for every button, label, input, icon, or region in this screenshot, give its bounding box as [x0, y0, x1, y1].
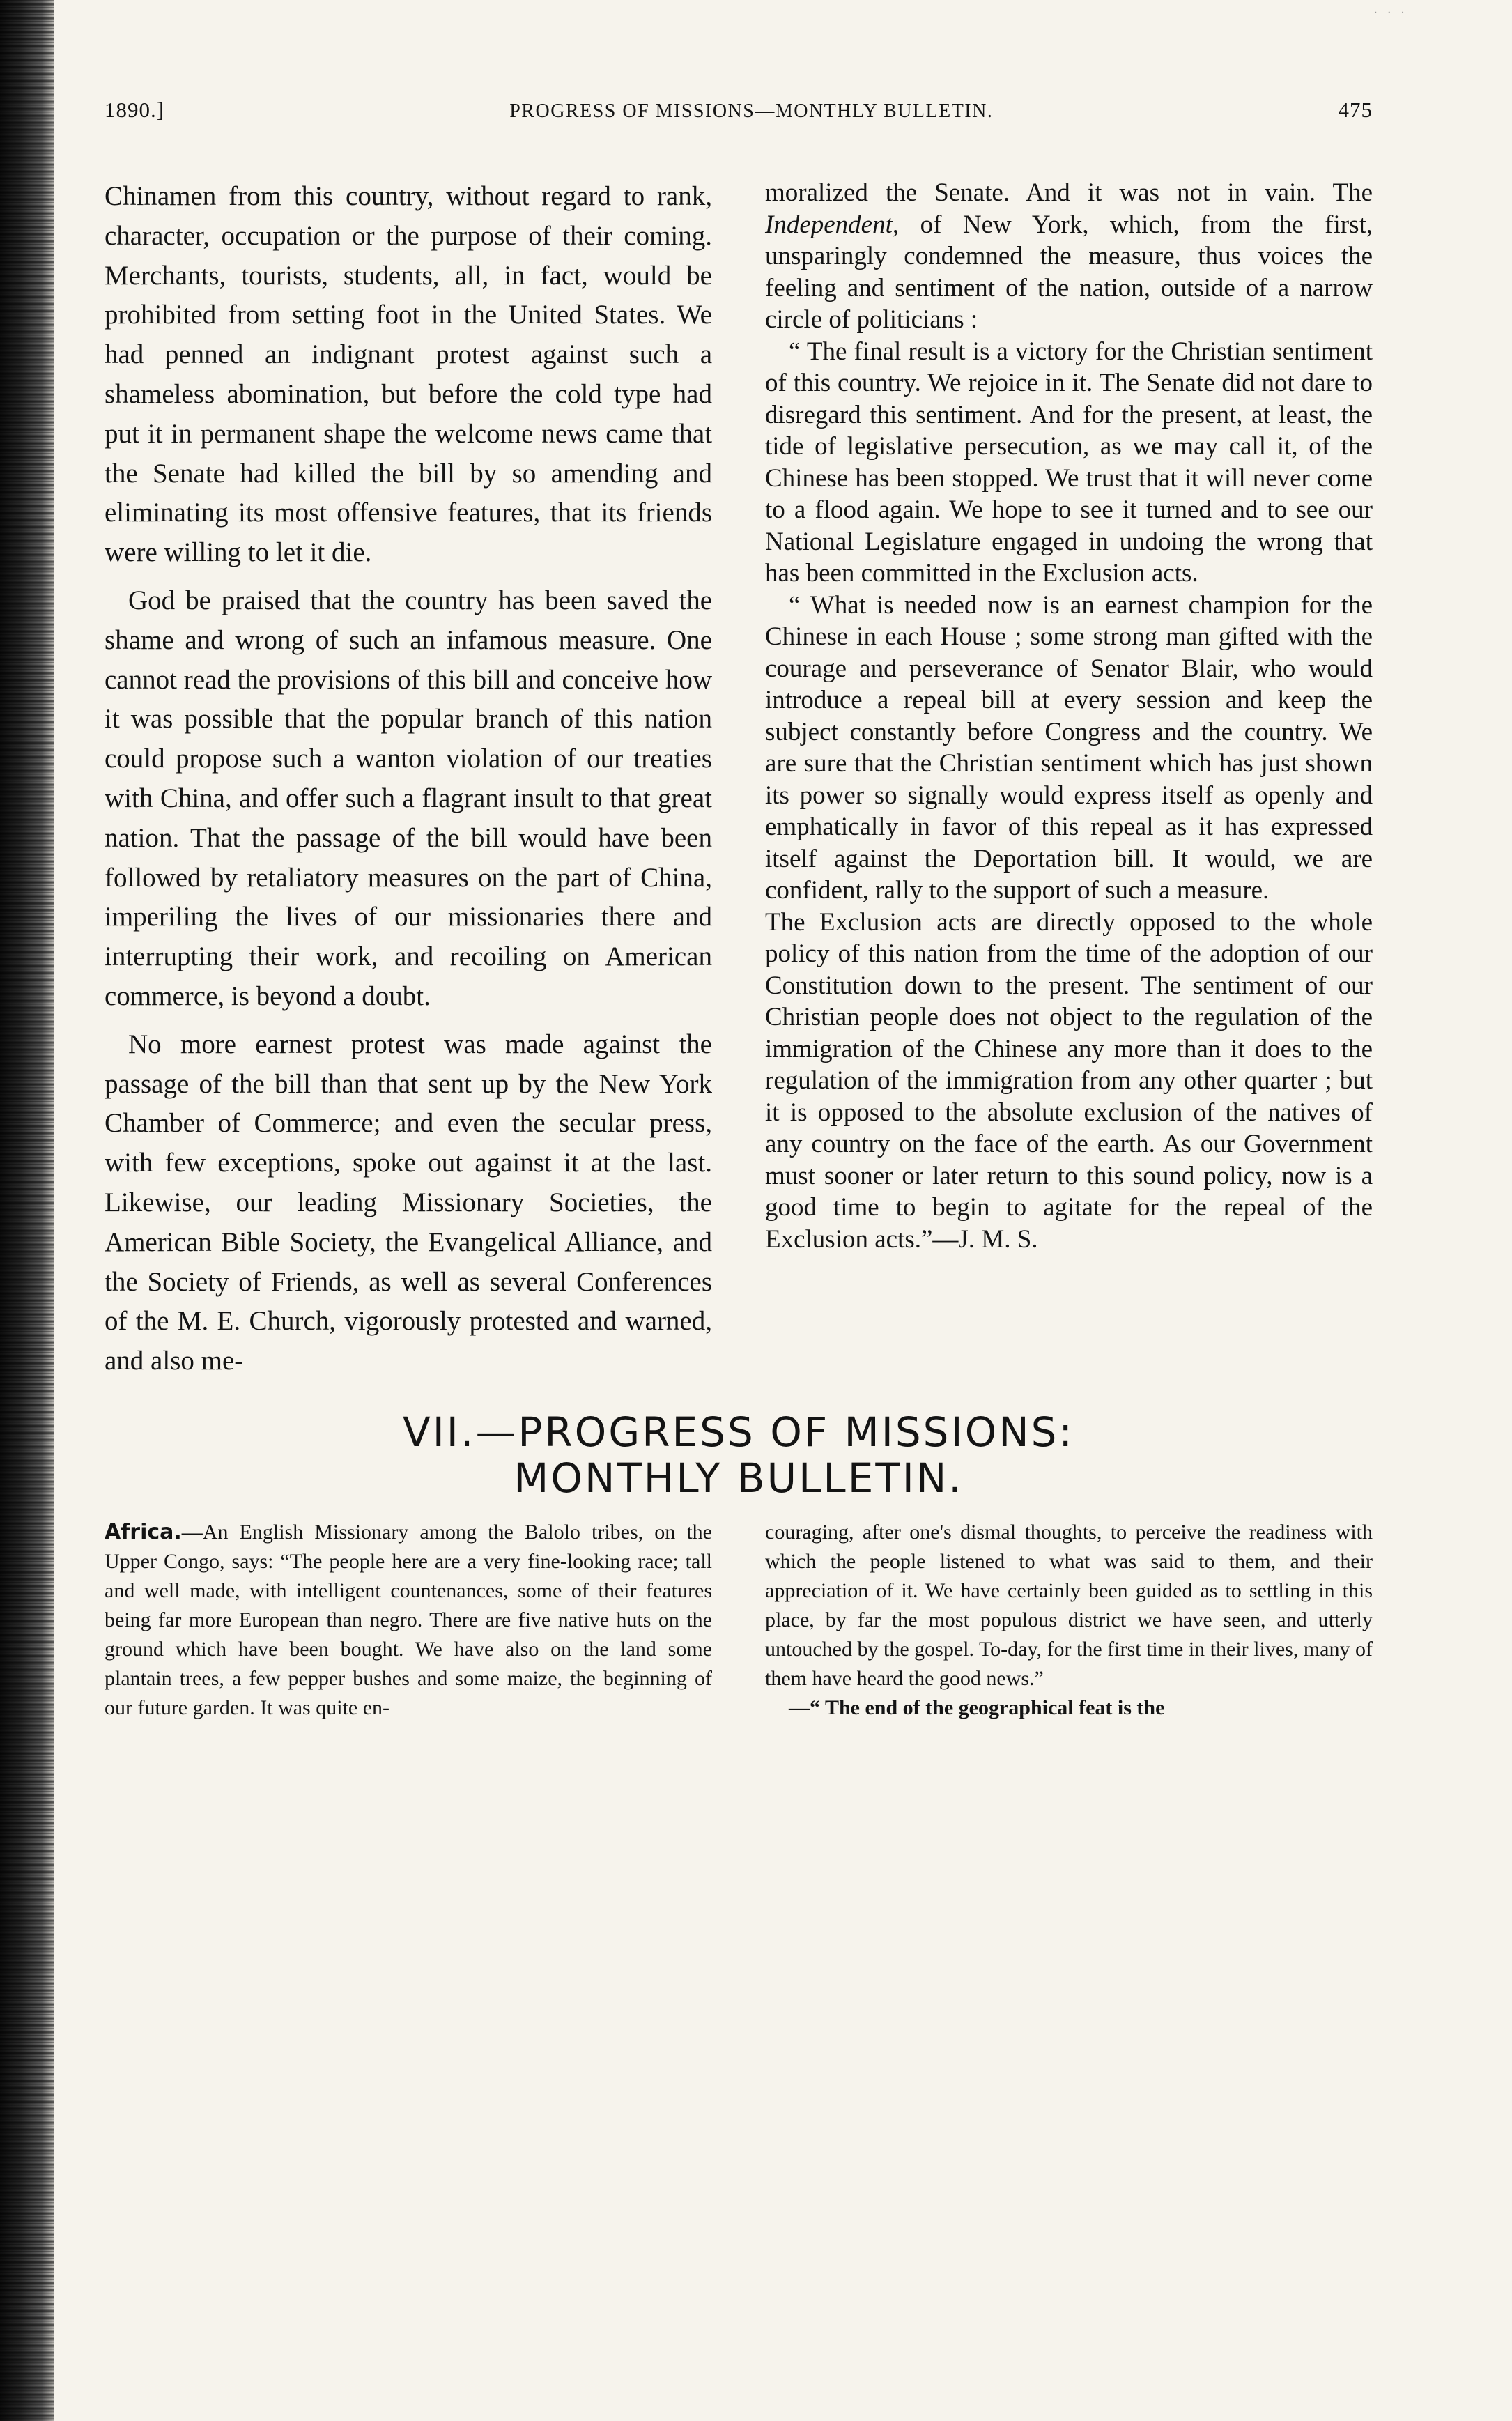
section-title-line-2: MONTHLY BULLETIN. — [514, 1454, 964, 1502]
left-paragraph-2: God be praised that the country has been saved the shame and wrong of such an infamous measure. One cannot read the provisions of this bill and conceive how it was possible that the popular branch of this nation could propose such a wanton violation of our treaties with China, and offer such a flagrant insult to that great nation. That the passage of the bill would have been followed by retaliatory measures on the part of China, imperiling the lives of our missionaries there and interrupting their work, and recoiling on American commerce, is beyond a doubt. — [105, 585, 712, 1011]
bulletin-columns — [105, 1518, 1373, 1723]
next-bulletin-item: —“ The end of the geographical feat is the — [789, 1696, 1165, 1719]
header-year: 1890.] — [105, 98, 165, 122]
section-title — [105, 1409, 1373, 1501]
bulletin-right-column — [765, 1518, 1373, 1723]
right-paragraph-1: moralized the Senate. And it was not in vain. The Independent, of New York, which, from the first, unsparingly condemned the measure, thus voices the feeling and sentiment of the nation, outside of a narrow circle of politicians : — [765, 178, 1373, 334]
book-spine-edge — [0, 0, 54, 2421]
africa-text: —An English Missionary among the Balolo tribes, on the Upper Congo, says: “The people here are a very fine-looking race; tall and well made, with intelligent countenances, some of their features being far more European than negro. There are five native huts on the ground which have been bought. We have also on the land some plantain trees, a few pepper bushes and some maize, the beginning of our future garden. It was quite en- — [105, 1520, 712, 1719]
africa-label: Africa. — [105, 1519, 182, 1544]
page — [105, 98, 1373, 1723]
right-column — [765, 177, 1373, 1381]
quote-paragraph-2: “ What is needed now is an earnest champion for the Chinese in each House ; some strong man gifted with the courage and perseverance of Senator Blair, who would introduce a repeal bill at every session and keep the subject constantly before Congress and the country. We are sure that the Christian sentiment which has just shown its power so signally would express itself as openly and emphatically in favor of this repeal as it has expressed itself against the Deportation bill. It would, we are confident, rally to the support of such a measure. — [765, 590, 1373, 905]
header-title: PROGRESS OF MISSIONS—MONTHLY BULLETIN. — [509, 100, 994, 122]
page-number: 475 — [1338, 98, 1373, 122]
section-title-line-1: VII.—PROGRESS OF MISSIONS: — [403, 1408, 1074, 1456]
running-header — [105, 98, 1373, 139]
left-paragraph-3: No more earnest protest was made against the passage of the bill than that sent up by the New York Chamber of Commerce; and even the secular press, with few exceptions, spoke out against it at the last. Likewise, our leading Missionary Societies, the American Bible Society, the Evangelical Alliance, and the Society of Friends, as well as several Conferences of the M. E. Church, vigorously protested and warned, and also me- — [105, 1029, 712, 1376]
bulletin-left-column — [105, 1518, 712, 1723]
publication-name: Independent — [765, 210, 893, 239]
scan-artifact: · · · — [1373, 6, 1407, 20]
africa-item — [105, 1518, 712, 1723]
quote-paragraph-1: “ The final result is a victory for the Christian sentiment of this country. We rejoice in it. The Senate did not dare to disregard this sentiment. And for the present, at least, the tide of legislative persecution, as we may call it, of the Chinese has been stopped. We trust that it will never come to a flood again. We hope to see it turned and to see our National Legislature engaged in undoing the wrong that has been committed in the Exclusion acts. — [765, 337, 1373, 587]
closing-paragraph: The Exclusion acts are directly opposed to the whole policy of this nation from the time of the adoption of our Constitution down to the present. The sentiment of our Christian people does not object to the regulation of the immigration of the Chinese any more than it does to the regulation of the immigration from any other quarter ; but it is opposed to the absolute exclusion of the natives of any country on the face of the earth. As our Government must sooner or later return to this sound policy, now is a good time to begin to agitate for the repeal of the Exclusion acts.”—J. M. S. — [765, 907, 1373, 1254]
article-columns — [105, 177, 1373, 1381]
left-column — [105, 177, 712, 1381]
africa-item-continued: couraging, after one's dismal thoughts, to perceive the readiness with which the people listened to what was said to them, and their appreciation of it. We have certainly been guided as to settling in this place, by far the most populous district we have seen, and utterly untouched by the gospel. To-day, for the first time in their lives, many of them have heard the good news.” — [765, 1520, 1373, 1690]
left-paragraph-1: Chinamen from this country, without regard to rank, character, occupation or the purpose of their coming. Merchants, tourists, students, all, in fact, would be prohibited from setting foot in the United States. We had penned an indignant protest against such a shameless abomination, but before the cold type had put it in permanent shape the welcome news came that the Senate had killed the bill by so amending and eliminating its most offensive features, that its friends were willing to let it die. — [105, 181, 712, 568]
